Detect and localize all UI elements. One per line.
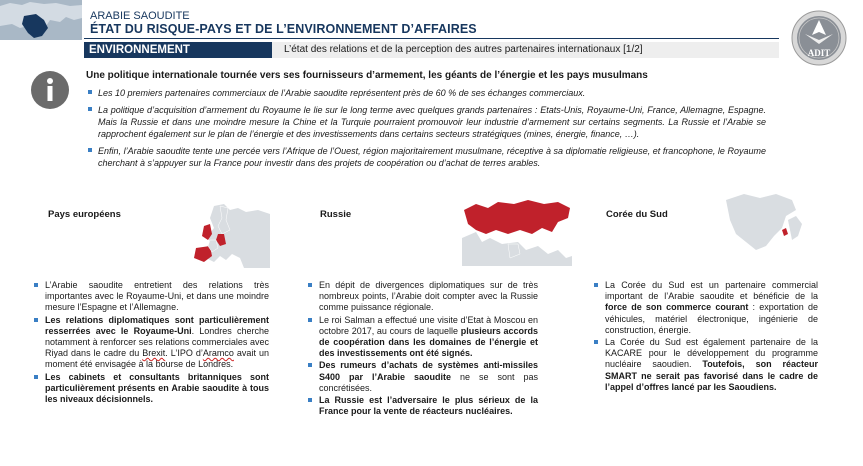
text: Aramco bbox=[202, 348, 234, 359]
section-subtitle: L’état des relations et de la perception des autres partenaires internationaux [1/2] bbox=[284, 44, 643, 55]
russia-bullet: La Russie est l’adversaire le plus sérieux de la France pour la vente de réacteurs nucléaires. bbox=[308, 395, 538, 417]
info-icon bbox=[30, 70, 70, 110]
text: Brexit bbox=[142, 348, 166, 359]
korea-list bbox=[594, 280, 818, 394]
page-title: ÉTAT DU RISQUE-PAYS ET DE L’ENVIRONNEMENT D’AFFAIRES bbox=[90, 22, 477, 36]
intro-list bbox=[86, 87, 766, 174]
korea-map bbox=[726, 190, 804, 260]
text: La Corée du Sud est également partenaire de la KACARE pour le développement du programme nucléaire saoudien. bbox=[605, 337, 818, 370]
logo-text: ADIT bbox=[807, 48, 831, 58]
europe-bullet bbox=[34, 315, 269, 371]
text: avait un moment été envisagée à la bourse de Londres. bbox=[45, 348, 269, 370]
section-bar bbox=[84, 42, 779, 72]
text: La Corée du Sud est un partenaire commercial important de l’Arabie saoudite et bénéficie de la bbox=[605, 280, 818, 302]
russia-bullet bbox=[308, 315, 538, 360]
column-title-russia: Russie bbox=[320, 209, 352, 220]
text: . Londres cherche notamment à renforcer ses relations commerciales avec Riyad dans le cadre du bbox=[45, 325, 269, 359]
column-title-europe: Pays européens bbox=[48, 209, 121, 220]
intro-bullet: Les 10 premiers partenaires commerciaux de l’Arabie saoudite représentent près de 60 % de ses échanges commerciaux. bbox=[86, 87, 766, 99]
europe-list bbox=[34, 280, 269, 406]
text: : exportation de véhicules, matériel électronique, ingénierie de construction, énergie. bbox=[605, 302, 819, 335]
bold-text: Les relations diplomatiques sont particulièrement resserrées avec le Royaume-Uni bbox=[45, 314, 269, 336]
bold-text: plusieurs accords de coopération dans les domaines de l’énergie et des investissements ont été signés. bbox=[319, 325, 538, 359]
adit-logo bbox=[791, 10, 847, 66]
europe-bullet: Les cabinets et consultants britanniques sont particulièrement présents en Arabie saoudite à tous les niveaux décisionnels. bbox=[34, 372, 269, 406]
text: . L’IPO d’ bbox=[165, 348, 203, 359]
header-divider bbox=[84, 38, 779, 39]
bold-text: Des rumeurs d’achats de systèmes anti-missiles S400 par l’Arabie saoudite bbox=[319, 360, 538, 382]
russia-map bbox=[462, 198, 572, 266]
bold-text: force de son commerce courant bbox=[605, 302, 749, 313]
intro-bullet: Enfin, l’Arabie saoudite tente une percée vers l’Afrique de l’Ouest, région majoritairement musulmane, réceptive à sa diplomatie religieuse, et francophone, le Royaume cherchant à s’appuyer sur la France pour investir dans des projets de coopération ou d’achat de terres arables. bbox=[86, 145, 766, 169]
column-title-korea: Corée du Sud bbox=[606, 209, 668, 220]
country-name: ARABIE SAOUDITE bbox=[90, 10, 190, 22]
korea-bullet bbox=[594, 280, 818, 336]
bold-text: Toutefois, son réacteur SMART ne serait pas favorisé dans le cadre de l’appel d’offres lancé par les Saoudiens. bbox=[605, 359, 818, 392]
intro-heading: Une politique internationale tournée vers ses fournisseurs d’armement, les géants de l’énergie et les pays musulmans bbox=[86, 70, 648, 81]
section-label: ENVIRONNEMENT GÉOPOLITIQUE bbox=[84, 42, 272, 58]
text: Le roi Salman a effectué une visite d’Etat à Moscou en octobre 2017, au cours de laquelle bbox=[319, 314, 538, 336]
header bbox=[0, 0, 863, 40]
europe-map bbox=[184, 204, 270, 268]
russia-list bbox=[308, 280, 538, 418]
intro-bullet: La politique d’acquisition d’armement du Royaume le lie sur le long terme avec quelques grands partenaires : Etats-Unis, Royaume-Uni, France, Allemagne, Espagne. Mais la Russie et dans une moindre mesure la Chine et la Turquie pourraient promouvoir leur industrie d’armement sur certains segments. La Russie et l’Arabie se rapprochent également sur le plan de l’énergie et des investissements dans certains secteurs stratégiques (mines, énergie, finance, …). bbox=[86, 104, 766, 140]
text: ne se sont pas concrétisées. bbox=[319, 371, 539, 393]
russia-bullet: En dépit de divergences diplomatiques sur de très nombreux points, l’Arabie doit compter avec la Russie comme puissance régionale. bbox=[308, 280, 538, 314]
region-map-thumbnail bbox=[0, 0, 82, 40]
korea-bullet bbox=[594, 337, 818, 393]
europe-bullet: L’Arabie saoudite entretient des relations très importantes avec le Royaume-Uni, et dans une moindre mesure l’Espagne et l’Allemagne. bbox=[34, 280, 269, 314]
russia-bullet bbox=[308, 360, 538, 394]
